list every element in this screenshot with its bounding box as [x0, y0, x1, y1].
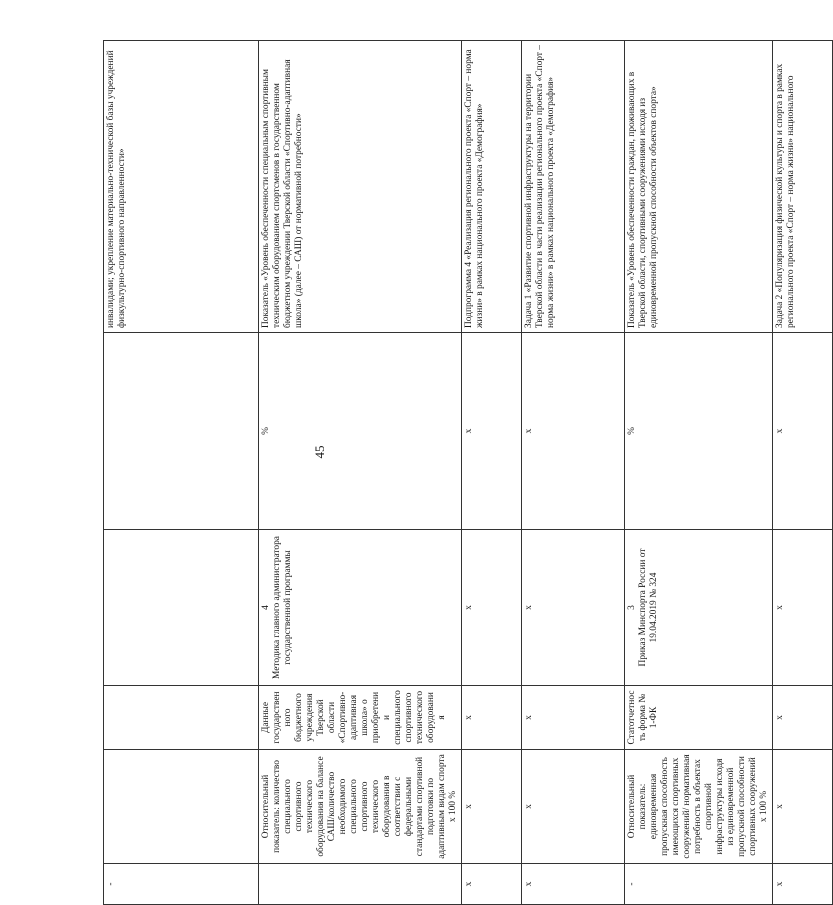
indicators-table: [103, 40, 833, 905]
method-cell: x: [773, 530, 833, 686]
indicator-name-cell: Показатель «Уровень обеспеченности граждан, проживающих в Тверской области, спортивными сооружениями исходя из единовременной пропускной способности объектов спорта»: [625, 41, 773, 333]
note-cell: x: [773, 864, 833, 905]
indicator-name-cell: инвалидами; укрепление материально-технической базы учреждений физкультурно-спортивного направленности»: [104, 41, 259, 333]
formula-cell: x: [773, 750, 833, 864]
source-cell: Данные государственного бюджетного учреждения Тверской области «Спортивно-адаптивная школа» о приобретении специального спортивного технического оборудования: [259, 686, 462, 750]
formula-cell: Относительный показатель: единовременная пропускная способность имеющихся спортивных сооружений/ нормативная потребность в объектах спортивной инфраструктуры исходя из единовременной пропускной способности спортивных сооружений х 100 %: [625, 750, 773, 864]
note-cell: -: [625, 864, 773, 905]
unit-cell: [104, 333, 259, 530]
method-cell: x: [462, 530, 522, 686]
note-cell: [259, 864, 462, 905]
formula-cell: x: [522, 750, 625, 864]
note-cell: -: [104, 864, 259, 905]
indicator-name-cell: Задача 1 «Развитие спортивной инфраструктуры на территории Тверской области в части реализации регионального проекта «Спорт – норма жизни» в рамках национального проекта «Демография»: [522, 41, 625, 333]
source-cell: x: [522, 686, 625, 750]
note-cell: x: [462, 864, 522, 905]
table-row: [522, 41, 625, 905]
source-cell: [104, 686, 259, 750]
method-cell: x: [522, 530, 625, 686]
method-cell: 4 Методика главного администратора государственной программы: [259, 530, 462, 686]
table-row: [773, 41, 833, 905]
table-row: [259, 41, 462, 905]
unit-cell: %: [259, 333, 462, 530]
unit-cell: %: [625, 333, 773, 530]
page-number: 45: [312, 445, 327, 459]
unit-cell: x: [462, 333, 522, 530]
indicator-name-cell: Подпрограмма 4 «Реализация регионального проекта «Спорт – норма жизни» в рамках национального проекта «Демография»: [462, 41, 522, 333]
formula-cell: [104, 750, 259, 864]
source-cell: Статотчетность форма № 1-ФК: [625, 686, 773, 750]
unit-cell: x: [522, 333, 625, 530]
rotated-table-container: [103, 41, 796, 905]
table-row: [462, 41, 522, 905]
source-cell: x: [462, 686, 522, 750]
method-cell: [104, 530, 259, 686]
unit-cell: x: [773, 333, 833, 530]
table-row: [625, 41, 773, 905]
table-row: [104, 41, 259, 905]
method-cell: 3 Приказ Минспорта России от 19.04.2019 № 324: [625, 530, 773, 686]
formula-cell: Относительный показатель: количество специального спортивного технического оборудования на балансе САШ/количество необходимого специального спортивного технического оборудования в соответствии с федеральными стандартами спортивной подготовки по адаптивным видам спорта х 100 %: [259, 750, 462, 864]
source-cell: x: [773, 686, 833, 750]
formula-cell: x: [462, 750, 522, 864]
indicator-name-cell: Задача 2 «Популяризация физической культуры и спорта в рамках регионального проекта «Спорт – норма жизни» национального: [773, 41, 833, 333]
indicator-name-cell: Показатель «Уровень обеспеченности специальным спортивным техническим оборудованием спортсменов в государственном бюджетном учреждении Тверской области «Спортивно-адаптивная школа» (далее – САШ) от нормативной потребности»: [259, 41, 462, 333]
note-cell: x: [522, 864, 625, 905]
